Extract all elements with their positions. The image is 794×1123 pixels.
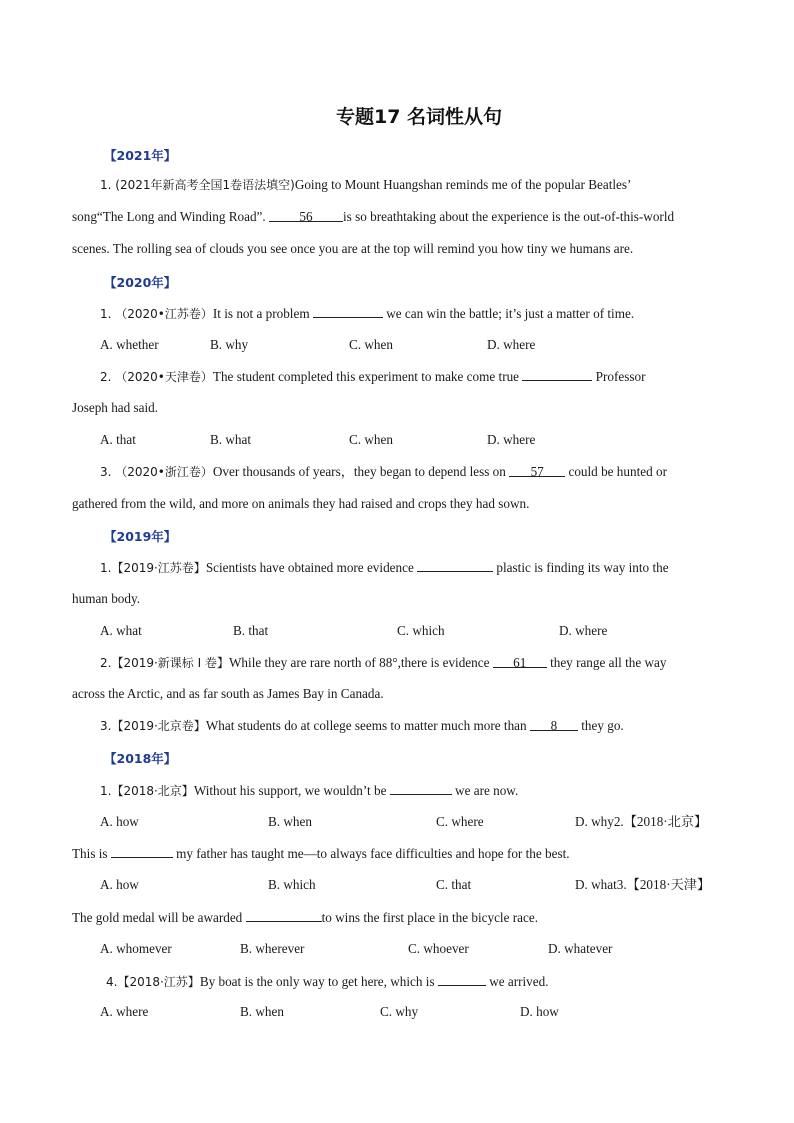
option-c: C. where: [436, 814, 484, 829]
answer-blank: [111, 843, 173, 858]
answer-blank: [390, 780, 452, 795]
question-2020-3-line1: 3. （2020•浙江卷）Over thousands of years，they began to depend less on 57 could be hunted or: [100, 464, 667, 479]
option-c: C. why: [380, 1004, 419, 1019]
question-2018-4: 4.【2018·江苏】By boat is the only way to get here, which is we arrived.: [106, 971, 732, 992]
option-c: C. when: [349, 432, 393, 447]
question-2020-2-line2: Joseph had said.: [72, 400, 159, 415]
option-d: D. where: [559, 623, 608, 638]
option-b: B. when: [240, 1004, 284, 1019]
answer-blank: 56: [269, 207, 343, 222]
option-a: A. what: [100, 623, 142, 638]
question-2018-3: The gold medal will be awarded to wins the first place in the bicycle race.: [72, 907, 732, 928]
question-2019-1-line1: 1.【2019·江苏卷】Scientists have obtained more evidence plastic is finding its way into the: [100, 557, 732, 578]
answer-blank: [417, 557, 493, 572]
option-d: D. what3.【2018·天津】: [575, 877, 711, 892]
option-a: A. how: [100, 877, 139, 892]
question-2020-3-line2: gathered from the wild, and more on animals they had raised and crops they had sown.: [72, 496, 530, 511]
option-d: D. where: [487, 337, 536, 352]
question-2019-3: 3.【2019·北京卷】What students do at college seems to matter much more than 8 they go.: [100, 718, 624, 733]
section-heading-2019: 【2019年】: [104, 529, 177, 544]
option-b: B. wherever: [240, 941, 305, 956]
question-2021-1-line3: scenes. The rolling sea of clouds you see once you are at the top will remind you how tiny we humans are.: [72, 241, 634, 256]
option-b: B. that: [233, 623, 269, 638]
answer-blank: 57: [509, 462, 565, 477]
option-a: A. where: [100, 1004, 149, 1019]
option-c: C. which: [397, 623, 445, 638]
answer-blank: [246, 907, 322, 922]
answer-blank: [313, 303, 383, 318]
question-2021-1-line1: 1. (2021年新高考全国1卷语法填空)Going to Mount Huangshan reminds me of the popular Beatles’: [100, 177, 632, 192]
question-2020-2-line1: 2. （2020•天津卷）The student completed this experiment to make come true Professor: [100, 366, 732, 387]
page-title: 专题17 名词性从句: [335, 106, 503, 128]
option-b: B. which: [268, 877, 316, 892]
option-a: A. how: [100, 814, 139, 829]
section-heading-2021: 【2021年】: [104, 148, 177, 163]
option-c: C. whoever: [408, 941, 469, 956]
option-a: A. whether: [100, 337, 159, 352]
question-2019-2-line2: across the Arctic, and as far south as James Bay in Canada.: [72, 686, 384, 701]
option-d: D. why2.【2018·北京】: [575, 814, 708, 829]
section-heading-2020: 【2020年】: [104, 275, 177, 290]
answer-blank: [522, 366, 592, 381]
question-2020-1: 1. （2020•江苏卷）It is not a problem we can win the battle; it’s just a matter of time.: [100, 303, 732, 324]
option-a: A. that: [100, 432, 136, 447]
option-d: D. whatever: [548, 941, 613, 956]
answer-blank: 8: [530, 716, 578, 731]
option-a: A. whomever: [100, 941, 172, 956]
answer-blank: 61: [493, 653, 547, 668]
question-2019-2-line1: 2.【2019·新课标 I 卷】While they are rare north of 88°,there is evidence 61 they range all the way: [100, 655, 667, 670]
option-b: B. why: [210, 337, 249, 352]
question-2018-1: 1.【2018·北京】Without his support, we wouldn’t be we are now.: [100, 780, 732, 801]
question-2021-1-line2: song“The Long and Winding Road”. 56 is so breathtaking about the experience is the out-of-this-world: [72, 209, 675, 224]
question-2019-1-line2: human body.: [72, 591, 141, 606]
option-b: B. what: [210, 432, 252, 447]
option-c: C. when: [349, 337, 393, 352]
option-d: D. where: [487, 432, 536, 447]
answer-blank: [438, 971, 486, 986]
option-c: C. that: [436, 877, 472, 892]
question-2018-2: This is my father has taught me—to always face difficulties and hope for the best.: [72, 843, 732, 864]
option-d: D. how: [520, 1004, 559, 1019]
section-heading-2018: 【2018年】: [104, 751, 177, 766]
option-b: B. when: [268, 814, 312, 829]
